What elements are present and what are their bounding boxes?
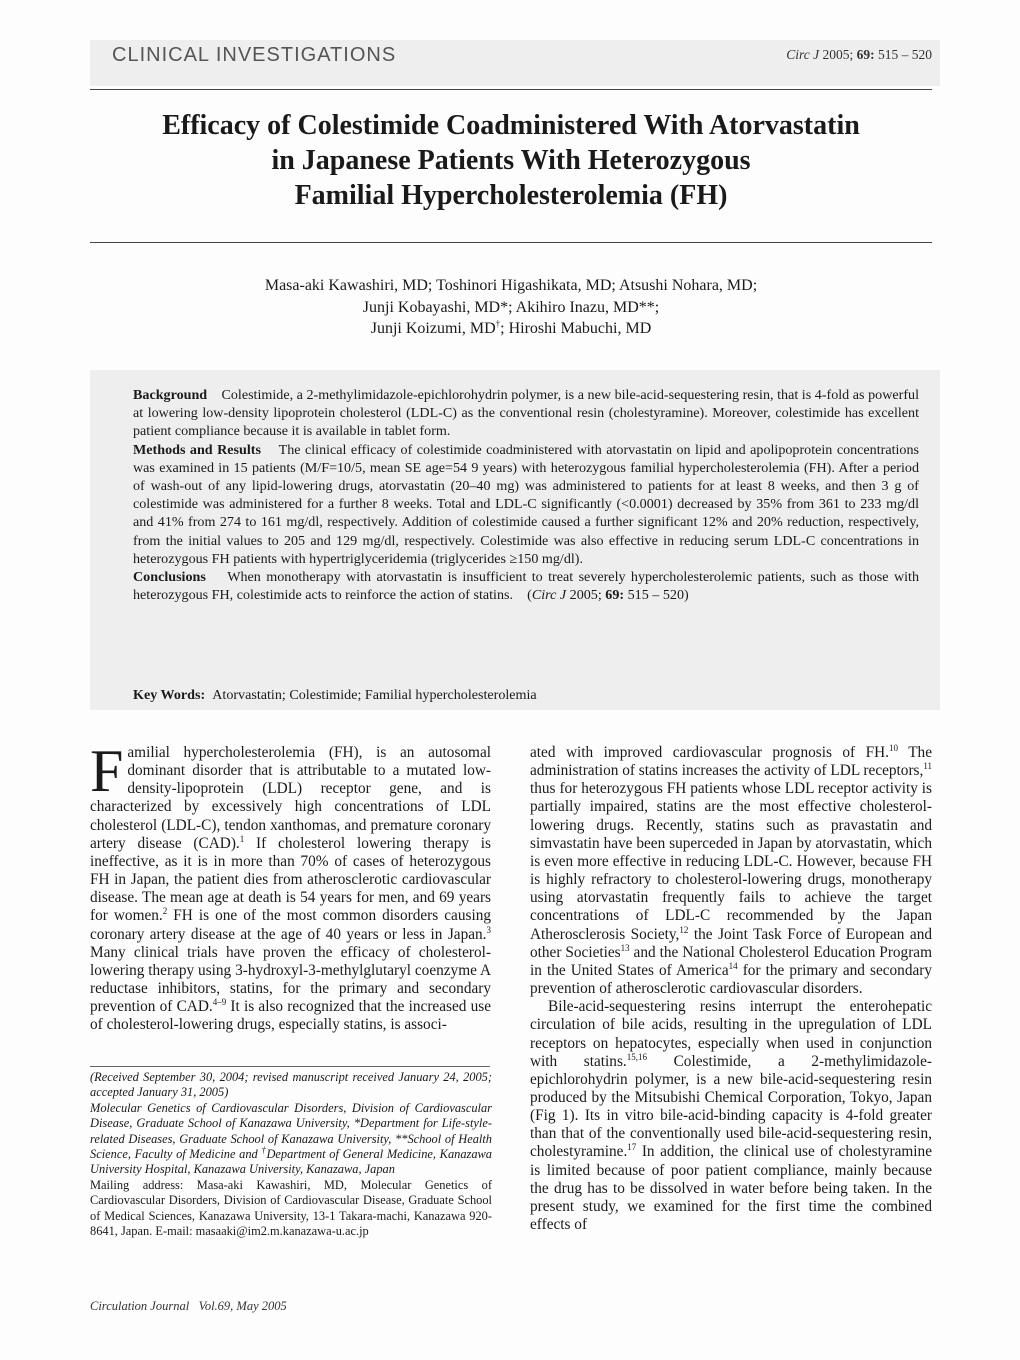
keywords-label: Key Words: bbox=[133, 687, 206, 703]
affiliations: Molecular Genetics of Cardiovascular Disorders, Division of Cardiovascular Disease, Graduate School of Kanazawa University, *Department for Life-style-related Diseases, Graduate School of Kanazawa University, **School of Health Science, Faculty of Medicine and †Department of General Medicine, Kanazawa University Hospital, Kanazawa University, Kanazawa, Japan bbox=[90, 1100, 493, 1177]
author-line: Junji Kobayashi, MD*; Akihiro Inazu, MD**; bbox=[362, 298, 660, 316]
citation-ref[interactable]: 4–9 bbox=[212, 997, 227, 1008]
footnotes bbox=[90, 1070, 492, 1239]
abstract-label: Conclusions bbox=[133, 569, 206, 586]
abstract-conclusions: Conclusions When monotherapy with atorvastatin is insufficient to treat severely hypercholesterolemic patients, such as those with heterozygous FH, colestimide acts to reinforce the action of statins. (Circ J 2005; 69: 515 – 520) bbox=[133, 569, 919, 604]
footer-volume: Vol.69, May 2005 bbox=[198, 1299, 287, 1313]
received-dates: (Received September 30, 2004; revised manuscript received January 24, 2005; accepted January 31, 2005) bbox=[90, 1070, 492, 1100]
citation-ref[interactable]: 3 bbox=[486, 924, 491, 935]
journal-abbrev: Circ J bbox=[786, 47, 820, 62]
title-line: in Japanese Patients With Heterozygous bbox=[271, 145, 751, 176]
body-paragraph: Familial hypercholesterolemia (FH), is an autosomal dominant disorder that is attributable to a mutated low-density-lipoprotein (LDL) receptor gene, and is characterized by excessively high concentrations of LDL cholesterol (LDL-C), tendon xanthomas, and premature coronary artery disease (CAD).$^1$ If cholesterol lowering therapy is ineffective, as it is in more than 70% of cases of heterozygous FH in Japan, the patient dies from atherosclerotic cardiovascular disease. The mean age at death is 54 years for men, and 69 years for women.$^2$ FH is one of the most common disorders causing coronary artery disease at the age of 40 years or less in Japan.$^3$ Many clinical trials have proven the efficacy of cholesterol-lowering therapy using 3-hydroxyl-3-methylglutaryl coenzyme A reductase inhibitors, statins, for the primary and secondary prevention of CAD.$^{4-9}$ It is also recognized that the increased use of cholesterol-lowering drugs, especially statins, is associ- bbox=[90, 738, 491, 1034]
footer-journal: Circulation Journal bbox=[90, 1299, 190, 1313]
abstract-label: Methods and Results bbox=[133, 441, 261, 458]
journal-pages: 515 – 520 bbox=[878, 47, 932, 62]
title-rule bbox=[90, 242, 932, 243]
article-title bbox=[90, 108, 932, 213]
title-line: Efficacy of Colestimide Coadministered With Atorvastatin bbox=[162, 110, 860, 141]
top-rule bbox=[90, 89, 932, 90]
body-column-left bbox=[90, 738, 491, 1035]
journal-year: 2005; bbox=[822, 47, 854, 62]
journal-citation bbox=[786, 47, 932, 63]
abstract-background: Background Colestimide, a 2-methylimidazole-epichlorohydrin polymer, is a new bile-acid-sequestering resin, that is 4-fold as powerful at lowering low-density lipoprotein cholesterol (LDL-C) as the conventional resin (cholestyramine). Moreover, colestimide has excellent patient compliance because it is available in tablet form. bbox=[133, 387, 919, 440]
drop-cap: F bbox=[90, 738, 124, 804]
citation-ref[interactable]: 10 bbox=[889, 742, 898, 753]
author-list bbox=[90, 275, 932, 340]
mailing-address: Mailing address: Masa-aki Kawashiri, MD, Molecular Genetics of Cardiovascular Disorders, Division of Cardiovascular Disease, Graduate School of Medical Sciences, Kanazawa University, 13-1 Takara-machi, Kanazawa 920-8641, Japan. E-mail: masaaki@im2.m.kanazawa-u.ac.jp bbox=[90, 1177, 492, 1239]
body-paragraph: Bile-acid-sequestering resins interrupt the enterohepatic circulation of bile acids, resulting in the upregulation of LDL receptors on hepatocytes, especially when used in conjunction with statins.$^{15,16}$ Colestimide, a 2-methylimidazole-epichlorohydrin polymer, is a new bile-acid-sequestering resin produced by the Mitsubishi Chemical Corporation, Tokyo, Japan (Fig 1). Its in vitro bile-acid-binding capacity is 4-fold greater than that of the conventionally used bile-acid-sequestering resin, cholestyramine.$^{17}$ In addition, the clinical use of cholestyramine is limited because of poor patient compliance, mainly because the drug has to be dissolved in water before being taken. In the present study, we examined for the first time the combined effects of bbox=[530, 998, 933, 1234]
citation-ref[interactable]: 15,16 bbox=[626, 1051, 647, 1062]
abstract-label: Background bbox=[133, 387, 208, 403]
citation-ref[interactable]: 1 bbox=[239, 833, 245, 844]
body-paragraph: ated with improved cardiovascular prognosis of FH.$^{10}$ The administration of statins increases the activity of LDL receptors,$^{11}$ thus for heterozygous FH patients whose LDL receptor activity is partially impaired, statins are the most effective cholesterol-lowering drugs. Recently, statins such as pravastatin and simvastatin have been superceded in Japan by atorvastatin, which is even more effective in reducing LDL-C. However, because FH is highly refractory to cholesterol-lowering drugs, monotherapy using atorvastatin frequently fails to achieve the target concentrations of LDL-C recommended by the Japan Atherosclerosis Society,$^{12}$ the Joint Task Force of European and other Societies$^{13}$ and the National Cholesterol Education Program in the United States of America$^{14}$ for the primary and secondary prevention of atherosclerotic cardiovascular disorders. bbox=[530, 742, 932, 998]
section-label: CLINICAL INVESTIGATIONS bbox=[112, 44, 397, 66]
citation-ref[interactable]: 13 bbox=[620, 942, 630, 953]
page-footer bbox=[90, 1299, 287, 1314]
body-column-right bbox=[530, 744, 932, 1234]
keywords-value: Atorvastatin; Colestimide; Familial hypercholesterolemia bbox=[212, 687, 537, 703]
author-line: Masa-aki Kawashiri, MD; Toshinori Higashikata, MD; Atsushi Nohara, MD; bbox=[264, 277, 758, 294]
title-line: Familial Hypercholesterolemia (FH) bbox=[294, 180, 728, 211]
abstract-text bbox=[133, 386, 919, 604]
journal-volume: 69: bbox=[856, 47, 875, 62]
citation-ref[interactable]: 11 bbox=[923, 761, 932, 772]
author-line: Junji Koizumi, MD†; Hiroshi Mabuchi, MD bbox=[370, 318, 652, 337]
abstract-methods: Methods and Results The clinical efficacy of colestimide coadministered with atorvastatin on lipid and apolipoprotein concentrations was examined in 15 patients (M/F=10/5, mean SE age=54 9 years) with heterozygous familial hypercholesterolemia (FH). After a period of wash-out of any lipid-lowering drugs, atorvastatin (20–40 mg) was administered to patients for at least 8 weeks, and then 3 g of colestimide was administered for a further 8 weeks. Total and LDL-C significantly (<0.0001) decreased by 35% from 361 to 233 mg/dl and 41% from 274 to 161 mg/dl, respectively. Addition of colestimide caused a further significant 12% and 20% reduction, respectively, from the initial values to 205 and 129 mg/dl, respectively. Colestimide was also effective in reducing serum LDL-C concentrations in heterozygous FH patients with hypertriglyceridemia (triglycerides ≥150 mg/dl). bbox=[133, 441, 920, 567]
citation-ref[interactable]: 2 bbox=[162, 906, 168, 917]
keywords bbox=[133, 687, 537, 704]
footnote-rule bbox=[90, 1066, 490, 1067]
citation-ref[interactable]: 12 bbox=[679, 924, 689, 935]
citation-ref[interactable]: 14 bbox=[728, 960, 738, 971]
citation-ref[interactable]: 17 bbox=[627, 1142, 637, 1153]
